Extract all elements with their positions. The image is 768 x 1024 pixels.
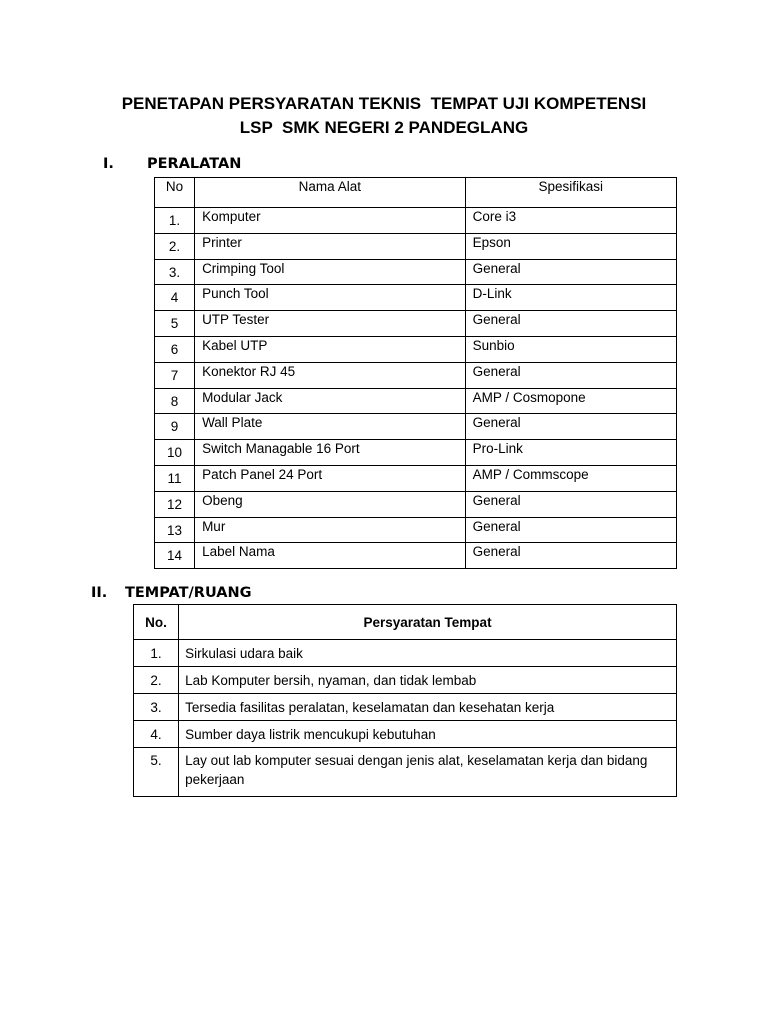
table-header-row bbox=[155, 178, 677, 208]
table-row bbox=[155, 414, 677, 440]
section-1-number: I. bbox=[103, 156, 114, 172]
cell-no: 1. bbox=[155, 208, 195, 234]
table-row bbox=[155, 336, 677, 362]
cell-no: 2. bbox=[134, 667, 179, 694]
document-title-line-1: PENETAPAN PERSYARATAN TEKNIS TEMPAT UJI KOMPETENSI bbox=[121, 94, 647, 113]
room-requirements-table bbox=[133, 604, 677, 797]
cell-no: 12 bbox=[155, 491, 195, 517]
cell-spesifikasi: Epson bbox=[465, 233, 676, 259]
cell-nama-alat: Wall Plate bbox=[195, 414, 466, 440]
column-header-persyaratan-tempat: Persyaratan Tempat bbox=[179, 605, 677, 640]
cell-no: 11 bbox=[155, 465, 195, 491]
table-row bbox=[155, 208, 677, 234]
cell-nama-alat: Patch Panel 24 Port bbox=[195, 465, 466, 491]
cell-no: 4. bbox=[134, 721, 179, 748]
table-row bbox=[155, 465, 677, 491]
cell-no: 2. bbox=[155, 233, 195, 259]
cell-spesifikasi: Core i3 bbox=[465, 208, 676, 234]
table-row bbox=[155, 311, 677, 337]
table-row bbox=[155, 259, 677, 285]
cell-no: 3. bbox=[134, 694, 179, 721]
cell-no: 1. bbox=[134, 640, 179, 667]
cell-no: 13 bbox=[155, 517, 195, 543]
cell-spesifikasi: General bbox=[465, 517, 676, 543]
cell-nama-alat: Printer bbox=[195, 233, 466, 259]
cell-no: 6 bbox=[155, 336, 195, 362]
cell-no: 10 bbox=[155, 440, 195, 466]
cell-spesifikasi: General bbox=[465, 259, 676, 285]
cell-no: 14 bbox=[155, 543, 195, 569]
cell-no: 5 bbox=[155, 311, 195, 337]
cell-nama-alat: Label Nama bbox=[195, 543, 466, 569]
cell-no: 9 bbox=[155, 414, 195, 440]
cell-nama-alat: Switch Managable 16 Port bbox=[195, 440, 466, 466]
cell-persyaratan-tempat: Sumber daya listrik mencukupi kebutuhan bbox=[179, 721, 677, 748]
column-header-no: No bbox=[155, 178, 195, 208]
table-row bbox=[155, 388, 677, 414]
cell-spesifikasi: General bbox=[465, 491, 676, 517]
column-header-spesifikasi: Spesifikasi bbox=[465, 178, 676, 208]
cell-nama-alat: Mur bbox=[195, 517, 466, 543]
section-2-heading: TEMPAT/RUANG bbox=[125, 585, 252, 601]
cell-nama-alat: Crimping Tool bbox=[195, 259, 466, 285]
table-row bbox=[134, 748, 677, 797]
cell-no: 4 bbox=[155, 285, 195, 311]
cell-spesifikasi: General bbox=[465, 311, 676, 337]
table-row bbox=[134, 667, 677, 694]
cell-spesifikasi: AMP / Cosmopone bbox=[465, 388, 676, 414]
table-row bbox=[155, 285, 677, 311]
cell-spesifikasi: Pro-Link bbox=[465, 440, 676, 466]
cell-persyaratan-tempat: Lab Komputer bersih, nyaman, dan tidak lembab bbox=[179, 667, 677, 694]
cell-spesifikasi: General bbox=[465, 414, 676, 440]
section-2-number: II. bbox=[91, 585, 108, 601]
cell-nama-alat: Konektor RJ 45 bbox=[195, 362, 466, 388]
cell-no: 8 bbox=[155, 388, 195, 414]
cell-nama-alat: Modular Jack bbox=[195, 388, 466, 414]
cell-persyaratan-tempat: Tersedia fasilitas peralatan, keselamatan dan kesehatan kerja bbox=[179, 694, 677, 721]
table-row bbox=[134, 721, 677, 748]
table-row bbox=[134, 694, 677, 721]
table-header-row bbox=[134, 605, 677, 640]
cell-spesifikasi: Sunbio bbox=[465, 336, 676, 362]
equipment-table bbox=[154, 177, 677, 569]
cell-nama-alat: Obeng bbox=[195, 491, 466, 517]
table-row bbox=[155, 517, 677, 543]
cell-spesifikasi: General bbox=[465, 362, 676, 388]
cell-nama-alat: Komputer bbox=[195, 208, 466, 234]
column-header-no: No. bbox=[134, 605, 179, 640]
table-row bbox=[155, 362, 677, 388]
cell-spesifikasi: General bbox=[465, 543, 676, 569]
document-title-line-2: LSP SMK NEGERI 2 PANDEGLANG bbox=[239, 118, 529, 137]
table-row bbox=[155, 491, 677, 517]
cell-nama-alat: Punch Tool bbox=[195, 285, 466, 311]
cell-no: 7 bbox=[155, 362, 195, 388]
cell-persyaratan-tempat: Lay out lab komputer sesuai dengan jenis alat, keselamatan kerja dan bidang pekerjaan bbox=[179, 748, 677, 797]
table-row bbox=[155, 440, 677, 466]
section-1-heading: PERALATAN bbox=[147, 156, 242, 172]
table-row bbox=[155, 233, 677, 259]
cell-spesifikasi: D-Link bbox=[465, 285, 676, 311]
cell-no: 5. bbox=[134, 748, 179, 797]
cell-no: 3. bbox=[155, 259, 195, 285]
cell-nama-alat: Kabel UTP bbox=[195, 336, 466, 362]
cell-nama-alat: UTP Tester bbox=[195, 311, 466, 337]
column-header-nama-alat: Nama Alat bbox=[195, 178, 466, 208]
cell-persyaratan-tempat: Sirkulasi udara baik bbox=[179, 640, 677, 667]
table-row bbox=[134, 640, 677, 667]
cell-spesifikasi: AMP / Commscope bbox=[465, 465, 676, 491]
table-row bbox=[155, 543, 677, 569]
